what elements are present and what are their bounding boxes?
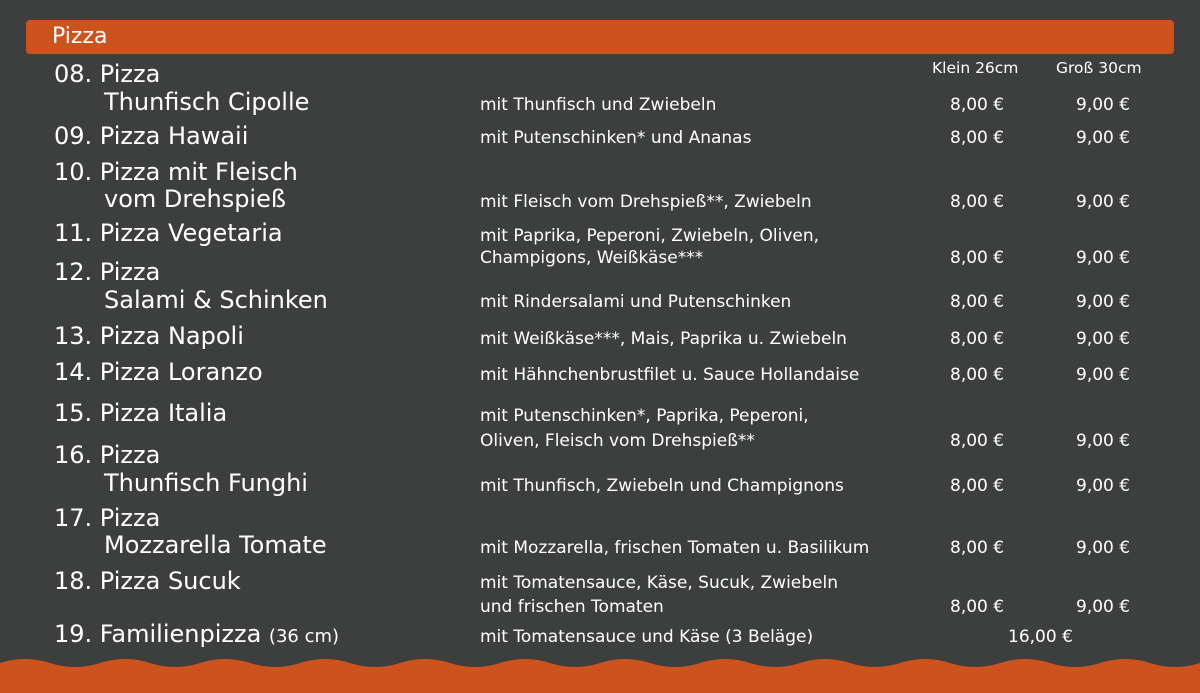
item-name-line2: Salami & Schinken [104,286,328,314]
price-small: 8,00 € [950,476,1005,496]
item-name: 17. Pizza [54,504,161,532]
item-name-line2: Mozzarella Tomate [104,531,327,559]
item-description-line2: Champigons, Weißkäse*** [480,248,704,268]
item-name: 11. Pizza Vegetaria [54,219,283,247]
item-name: 08. Pizza [54,60,161,88]
item-name-line2: Thunfisch Funghi [104,469,308,497]
item-description: mit Thunfisch und Zwiebeln [480,95,717,115]
price-large: 9,00 € [1076,95,1131,115]
item-description: mit Paprika, Peperoni, Zwiebeln, Oliven, [480,226,820,246]
item-description: mit Mozzarella, frischen Tomaten u. Basilikum [480,538,870,558]
price-small: 8,00 € [950,192,1005,212]
price-large: 9,00 € [1076,538,1131,558]
wavy-footer-band [0,651,1200,693]
price-small: 8,00 € [950,431,1005,451]
price-small: 8,00 € [950,128,1005,148]
item-description: mit Putenschinken* und Ananas [480,128,752,148]
price-small: 8,00 € [950,329,1005,349]
item-description: mit Thunfisch, Zwiebeln und Champignons [480,476,844,496]
family-size: (36 cm) [268,626,340,647]
item-description: mit Fleisch vom Drehspieß**, Zwiebeln [480,192,812,212]
item-description: mit Weißkäse***, Mais, Paprika u. Zwiebeln [480,329,847,349]
price-small: 8,00 € [950,365,1005,385]
price-large: 9,00 € [1076,292,1131,312]
item-name-line2: Thunfisch Cipolle [104,88,310,116]
family-name: 19. Familienpizza [54,620,262,648]
item-description: mit Putenschinken*, Paprika, Peperoni, [480,406,809,426]
price-family: 16,00 € [1008,627,1073,647]
item-name: 13. Pizza Napoli [54,322,244,350]
price-large: 9,00 € [1076,248,1131,268]
section-header-bar [26,20,1174,54]
item-name: 14. Pizza Loranzo [54,358,263,386]
item-name-line2: vom Drehspieß [104,185,286,213]
item-description-line2: und frischen Tomaten [480,597,664,617]
item-name: 12. Pizza [54,258,161,286]
price-small: 8,00 € [950,248,1005,268]
item-name: 18. Pizza Sucuk [54,567,241,595]
item-name: 15. Pizza Italia [54,399,228,427]
price-large: 9,00 € [1076,128,1131,148]
column-header-large: Groß 30cm [1056,59,1142,77]
section-title: Pizza [52,24,108,49]
price-small: 8,00 € [950,292,1005,312]
item-description: mit Rindersalami und Putenschinken [480,292,792,312]
price-small: 8,00 € [950,95,1005,115]
item-description: mit Tomatensauce und Käse (3 Beläge) [480,627,814,647]
price-large: 9,00 € [1076,192,1131,212]
item-description: mit Tomatensauce, Käse, Sucuk, Zwiebeln [480,573,838,593]
item-name: 10. Pizza mit Fleisch [54,158,298,186]
price-large: 9,00 € [1076,365,1131,385]
price-large: 9,00 € [1076,329,1131,349]
item-description-line2: Oliven, Fleisch vom Drehspieß** [480,431,755,451]
item-name [54,620,339,651]
price-large: 9,00 € [1076,476,1131,496]
price-large: 9,00 € [1076,431,1131,451]
item-name: 16. Pizza [54,441,161,469]
item-description: mit Hähnchenbrustfilet u. Sauce Hollandaise [480,365,860,385]
price-small: 8,00 € [950,597,1005,617]
column-header-small: Klein 26cm [932,59,1019,77]
price-small: 8,00 € [950,538,1005,558]
item-name: 09. Pizza Hawaii [54,122,249,150]
price-large: 9,00 € [1076,597,1131,617]
